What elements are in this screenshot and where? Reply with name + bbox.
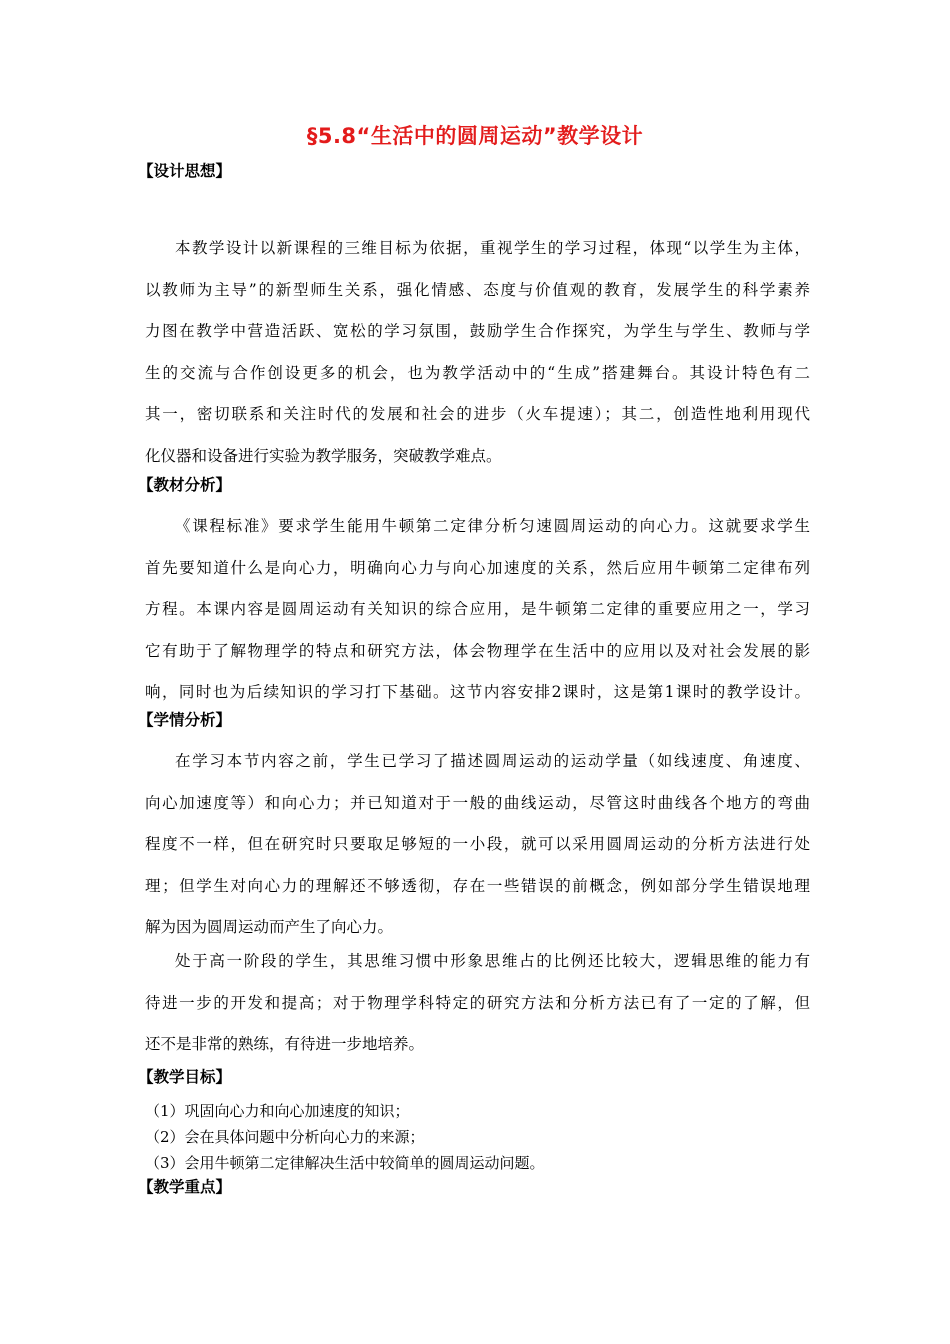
- text-line: 其一，密切联系和关注时代的发展和社会的进步（火车提速）；其二，创造性地利用现代: [145, 405, 810, 423]
- text-line: 待进一步的开发和提高；对于物理学科特定的研究方法和分析方法已有了一定的了解，但: [145, 993, 810, 1012]
- text-line: 解为因为圆周运动而产生了向心力。: [145, 918, 394, 936]
- text-line: 生的交流与合作创设更多的机会，也为教学活动中的“生成”搭建舞台。其设计特色有二: [145, 363, 810, 382]
- text-line: 在学习本节内容之前，学生已学习了描述圆周运动的运动学量（如线速度、角速度、: [175, 752, 810, 770]
- text-line: 响，同时也为后续知识的学习打下基础。这节内容安排2课时，这是第1课时的教学设计。: [145, 683, 810, 701]
- page-title: §5.8“生活中的圆周运动”教学设计: [306, 124, 644, 148]
- text-line: 本教学设计以新课程的三维目标为依据，重视学生的学习过程，体现“以学生为主体，: [175, 239, 810, 257]
- text-line: 处于高一阶段的学生，其思维习惯中形象思维占的比例还比较大，逻辑思维的能力有: [175, 952, 810, 970]
- section-heading-key-points: 【教学重点】: [138, 1178, 232, 1196]
- text-line: 方程。本课内容是圆周运动有关知识的综合应用，是牛顿第二定律的重要应用之一，学习: [145, 600, 810, 618]
- text-line: 首先要知道什么是向心力，明确向心力与向心加速度的关系，然后应用牛顿第二定律布列: [145, 558, 810, 577]
- paragraph-students-1: [145, 741, 810, 949]
- list-item: （3）会用牛顿第二定律解决生活中较简单的圆周运动问题。: [145, 1154, 545, 1172]
- text-line: 它有助于了解物理学的特点和研究方法，体会物理学在生活中的应用以及对社会发展的影: [145, 641, 810, 660]
- goals-list: [145, 1098, 810, 1176]
- section-heading-textbook: 【教材分析】: [138, 476, 232, 494]
- section-heading-goals: 【教学目标】: [138, 1068, 232, 1086]
- section-heading-students: 【学情分析】: [138, 711, 232, 729]
- text-line: 程度不一样，但在研究时只要取足够短的一小段，就可以采用圆周运动的分析方法进行处: [145, 835, 810, 853]
- list-item: （2）会在具体问题中分析向心力的来源；: [145, 1128, 425, 1146]
- section-heading-design-idea: 【设计思想】: [138, 162, 232, 180]
- text-line: 还不是非常的熟练，有待进一步地培养。: [145, 1035, 425, 1053]
- text-line: 力图在教学中营造活跃、宽松的学习氛围，鼓励学生合作探究，为学生与学生、教师与学: [145, 322, 810, 340]
- text-line: 以教师为主导”的新型师生关系，强化情感、态度与价值观的教育，发展学生的科学素养: [145, 280, 810, 299]
- paragraph-textbook: [145, 506, 810, 714]
- text-line: 《课程标准》要求学生能用牛顿第二定律分析匀速圆周运动的向心力。这就要求学生: [175, 517, 810, 535]
- paragraph-students-2: [145, 941, 810, 1066]
- text-line: 理；但学生对向心力的理解还不够透彻，存在一些错误的前概念，例如部分学生错误地理: [145, 876, 810, 895]
- text-line: 化仪器和设备进行实验为教学服务，突破教学难点。: [145, 446, 502, 465]
- list-item: （1）巩固向心力和向心加速度的知识；: [145, 1102, 410, 1120]
- paragraph-design-idea: [145, 228, 810, 477]
- text-line: 向心加速度等）和向心力；并已知道对于一般的曲线运动，尽管这时曲线各个地方的弯曲: [145, 793, 810, 812]
